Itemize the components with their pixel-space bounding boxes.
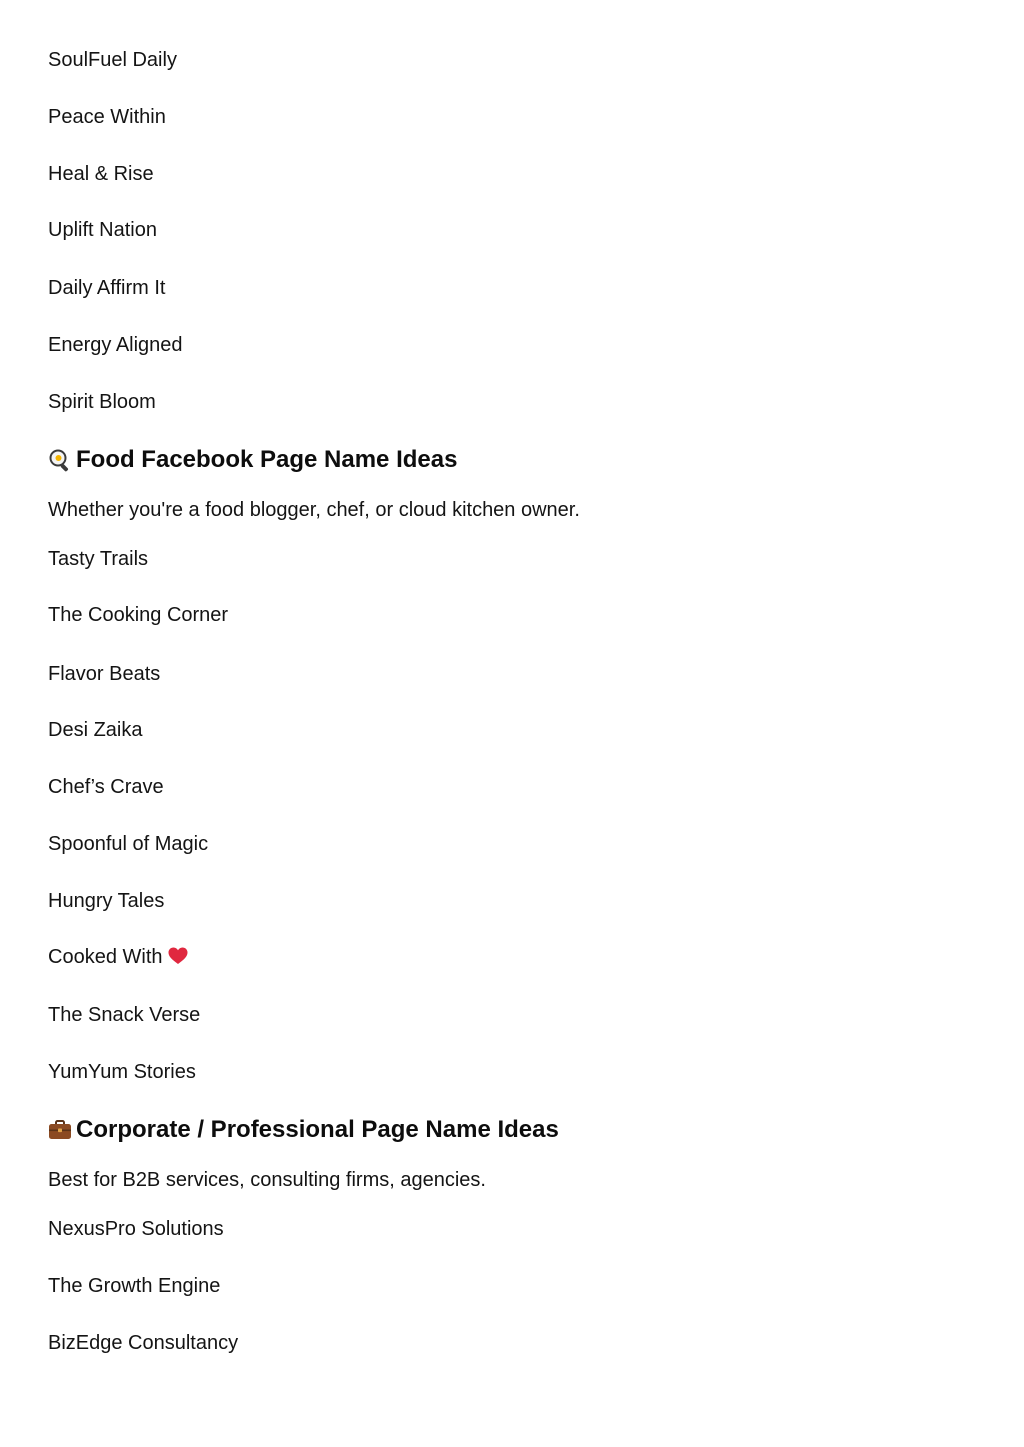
list-item: Uplift Nation bbox=[48, 219, 157, 241]
list-item: Spirit Bloom bbox=[48, 391, 156, 413]
list-item: Daily Affirm It bbox=[48, 277, 166, 299]
list-item: The Snack Verse bbox=[48, 1004, 201, 1026]
list-item: The Cooking Corner bbox=[48, 604, 229, 626]
list-item-with-heart bbox=[48, 945, 188, 969]
list-item: Spoonful of Magic bbox=[48, 833, 209, 855]
list-item: YumYum Stories bbox=[48, 1061, 196, 1083]
corporate-section-title: Corporate / Professional Page Name Ideas bbox=[76, 1116, 559, 1143]
list-item: The Growth Engine bbox=[48, 1275, 221, 1297]
list-item: Desi Zaika bbox=[48, 719, 143, 741]
list-item: BizEdge Consultancy bbox=[48, 1332, 239, 1354]
heart-icon bbox=[168, 947, 188, 965]
list-item: Heal & Rise bbox=[48, 163, 154, 185]
frying-pan-egg-icon bbox=[48, 448, 72, 472]
briefcase-icon bbox=[48, 1118, 72, 1142]
list-item: Flavor Beats bbox=[48, 663, 161, 685]
food-section-title: Food Facebook Page Name Ideas bbox=[76, 446, 458, 473]
list-item: Energy Aligned bbox=[48, 334, 183, 356]
list-item: NexusPro Solutions bbox=[48, 1218, 224, 1240]
list-item: SoulFuel Daily bbox=[48, 49, 177, 71]
corporate-section-description: Best for B2B services, consulting firms, agencies. bbox=[48, 1169, 486, 1191]
list-item: Peace Within bbox=[48, 106, 166, 128]
food-section-heading bbox=[48, 445, 457, 475]
list-item: Chef’s Crave bbox=[48, 776, 164, 798]
food-section-description: Whether you're a food blogger, chef, or cloud kitchen owner. bbox=[48, 499, 580, 521]
list-item: Tasty Trails bbox=[48, 548, 149, 570]
list-item-label: Cooked With bbox=[48, 946, 163, 968]
corporate-section-heading bbox=[48, 1115, 559, 1145]
list-item: Hungry Tales bbox=[48, 890, 165, 912]
